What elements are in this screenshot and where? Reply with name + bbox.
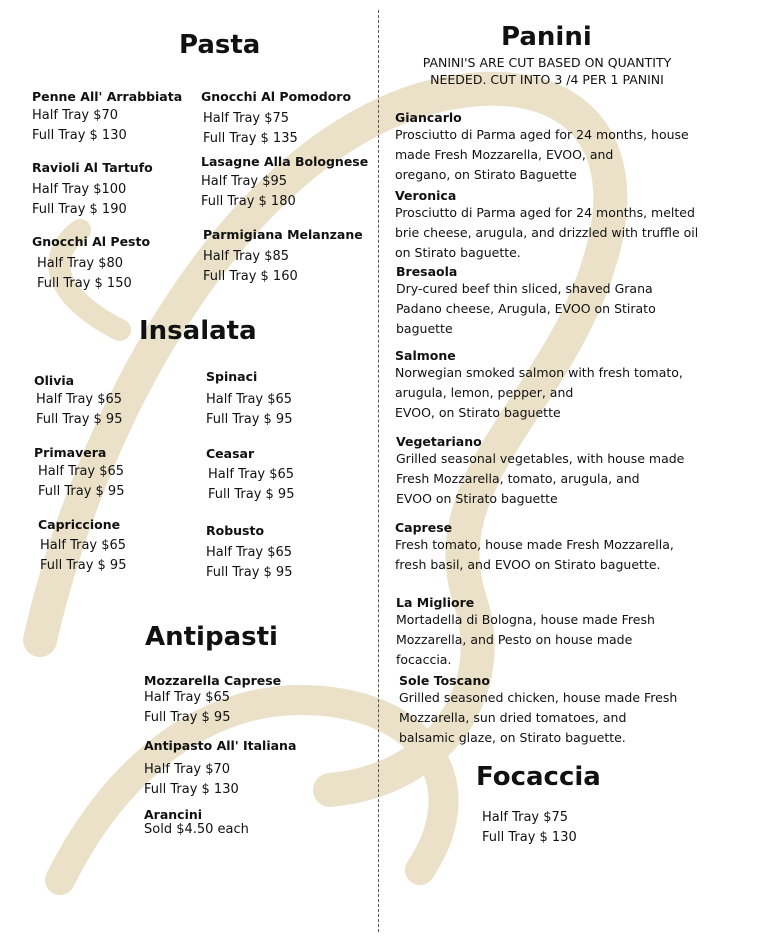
half-tray-price: Half Tray $65 [38, 464, 125, 479]
full-tray-price: Full Tray $ 135 [203, 131, 298, 146]
item-name: Sole Toscano [399, 673, 490, 688]
insalata-heading: Insalata [139, 316, 257, 346]
desc-line: Fresh Mozzarella, tomato, arugula, and [396, 471, 640, 486]
item-name: Antipasto All' Italiana [144, 738, 297, 753]
item-name: Ceasar [206, 446, 255, 461]
panini-giancarlo [395, 110, 735, 185]
full-tray-price: Full Tray $ 190 [32, 202, 127, 217]
desc-line: EVOO on Stirato baguette [396, 491, 558, 506]
desc-line: Prosciutto di Parma aged for 24 months, house [395, 127, 689, 142]
each-price: Sold $4.50 each [144, 822, 249, 837]
full-tray-price: Full Tray $ 95 [206, 412, 293, 427]
desc-line: Mortadella di Bologna, house made Fresh [396, 612, 655, 627]
column-divider [378, 10, 379, 932]
desc-line: baguette [396, 321, 453, 336]
panini-caprese [395, 520, 735, 575]
menu-item-lasagne [201, 154, 368, 212]
item-name: Parmigiana Melanzane [203, 227, 363, 242]
item-name: Bresaola [396, 264, 458, 279]
desc-line: balsamic glaze, on Stirato baguette. [399, 730, 626, 745]
half-tray-price: Half Tray $75 [482, 810, 569, 825]
half-tray-price: Half Tray $65 [40, 538, 127, 553]
desc-line: oregano, on Stirato Baguette [395, 167, 577, 182]
full-tray-price: Full Tray $ 95 [206, 565, 293, 580]
half-tray-price: Half Tray $65 [206, 392, 293, 407]
menu-item-focaccia [482, 808, 577, 848]
panini-veronica [395, 188, 745, 263]
half-tray-price: Half Tray $70 [144, 762, 231, 777]
menu-item-ceasar [206, 446, 294, 505]
item-name: Robusto [206, 523, 265, 538]
item-name: Veronica [395, 188, 457, 203]
panini-sole-toscano [399, 673, 739, 748]
desc-line: Norwegian smoked salmon with fresh tomato, [395, 365, 683, 380]
item-name: Spinaci [206, 369, 258, 384]
item-name: Vegetariano [396, 434, 482, 449]
item-name: Capriccione [38, 517, 121, 532]
focaccia-heading: Focaccia [476, 762, 601, 792]
note-line: NEEDED. CUT INTO 3 /4 PER 1 PANINI [430, 72, 664, 87]
note-line: PANINI'S ARE CUT BASED ON QUANTITY [422, 55, 672, 70]
item-name: Gnocchi Al Pesto [32, 234, 151, 249]
panini-bresaola [396, 264, 736, 339]
menu-item-penne [32, 89, 182, 146]
item-name: Primavera [34, 445, 107, 460]
half-tray-price: Half Tray $65 [208, 467, 295, 482]
half-tray-price: Half Tray $80 [37, 256, 124, 271]
half-tray-price: Half Tray $85 [203, 249, 290, 264]
desc-line: Grilled seasonal vegetables, with house made [396, 451, 685, 466]
desc-line: Fresh tomato, house made Fresh Mozzarella, [395, 537, 674, 552]
item-name: Penne All' Arrabbiata [32, 89, 183, 104]
half-tray-price: Half Tray $65 [36, 392, 123, 407]
full-tray-price: Full Tray $ 150 [37, 276, 132, 291]
full-tray-price: Full Tray $ 95 [40, 558, 127, 573]
full-tray-price: Full Tray $ 130 [144, 782, 239, 797]
desc-line: Dry-cured beef thin sliced, shaved Grana [396, 281, 653, 296]
menu-item-capriccione [38, 517, 126, 576]
desc-line: Padano cheese, Arugula, EVOO on Stirato [396, 301, 656, 316]
full-tray-price: Full Tray $ 160 [203, 269, 298, 284]
half-tray-price: Half Tray $65 [144, 690, 231, 705]
half-tray-price: Half Tray $75 [203, 111, 290, 126]
desc-line: Grilled seasoned chicken, house made Fresh [399, 690, 678, 705]
menu-item-arancini [144, 807, 249, 838]
pasta-heading: Pasta [179, 30, 261, 60]
item-name: Mozzarella Caprese [144, 673, 282, 688]
menu-item-gnocchi-pomodoro [201, 89, 351, 149]
full-tray-price: Full Tray $ 180 [201, 194, 296, 209]
full-tray-price: Full Tray $ 95 [144, 710, 231, 725]
desc-line: arugula, lemon, pepper, and [395, 385, 574, 400]
full-tray-price: Full Tray $ 95 [36, 412, 123, 427]
desc-line: brie cheese, arugula, and drizzled with truffle oil [395, 225, 699, 240]
item-name: Ravioli Al Tartufo [32, 160, 153, 175]
menu-item-ravioli [32, 160, 153, 220]
menu-item-robusto [206, 523, 292, 583]
menu-item-primavera [34, 445, 124, 502]
menu-item-mozzarella-caprese [144, 673, 281, 728]
full-tray-price: Full Tray $ 130 [482, 830, 577, 845]
item-name: Arancini [144, 807, 203, 822]
half-tray-price: Half Tray $65 [206, 545, 293, 560]
full-tray-price: Full Tray $ 130 [32, 128, 127, 143]
menu-item-gnocchi-pesto [32, 234, 150, 294]
menu-item-spinaci [206, 369, 292, 430]
menu-item-parmigiana [203, 227, 363, 287]
half-tray-price: Half Tray $70 [32, 108, 119, 123]
panini-heading: Panini [501, 22, 592, 52]
panini-vegetariano [396, 434, 736, 509]
item-name: Giancarlo [395, 110, 462, 125]
panini-salmone [395, 348, 735, 423]
menu-item-olivia [34, 373, 122, 430]
panini-la-migliore [396, 595, 736, 670]
full-tray-price: Full Tray $ 95 [38, 484, 125, 499]
item-name: Salmone [395, 348, 456, 363]
panini-cut-note [392, 54, 702, 88]
desc-line: fresh basil, and EVOO on Stirato baguette. [395, 557, 661, 572]
desc-line: made Fresh Mozzarella, EVOO, and [395, 147, 614, 162]
antipasti-heading: Antipasti [145, 622, 278, 652]
desc-line: Prosciutto di Parma aged for 24 months, melted [395, 205, 695, 220]
desc-line: focaccia. [396, 652, 452, 667]
desc-line: on Stirato baguette. [395, 245, 521, 260]
menu-item-antipasto-italiana [144, 738, 296, 800]
item-name: Olivia [34, 373, 75, 388]
item-name: Gnocchi Al Pomodoro [201, 89, 352, 104]
desc-line: Mozzarella, sun dried tomatoes, and [399, 710, 627, 725]
item-name: Lasagne Alla Bolognese [201, 154, 369, 169]
item-name: Caprese [395, 520, 453, 535]
half-tray-price: Half Tray $95 [201, 174, 288, 189]
desc-line: Mozzarella, and Pesto on house made [396, 632, 633, 647]
item-name: La Migliore [396, 595, 475, 610]
desc-line: EVOO, on Stirato baguette [395, 405, 561, 420]
full-tray-price: Full Tray $ 95 [208, 487, 295, 502]
half-tray-price: Half Tray $100 [32, 182, 127, 197]
